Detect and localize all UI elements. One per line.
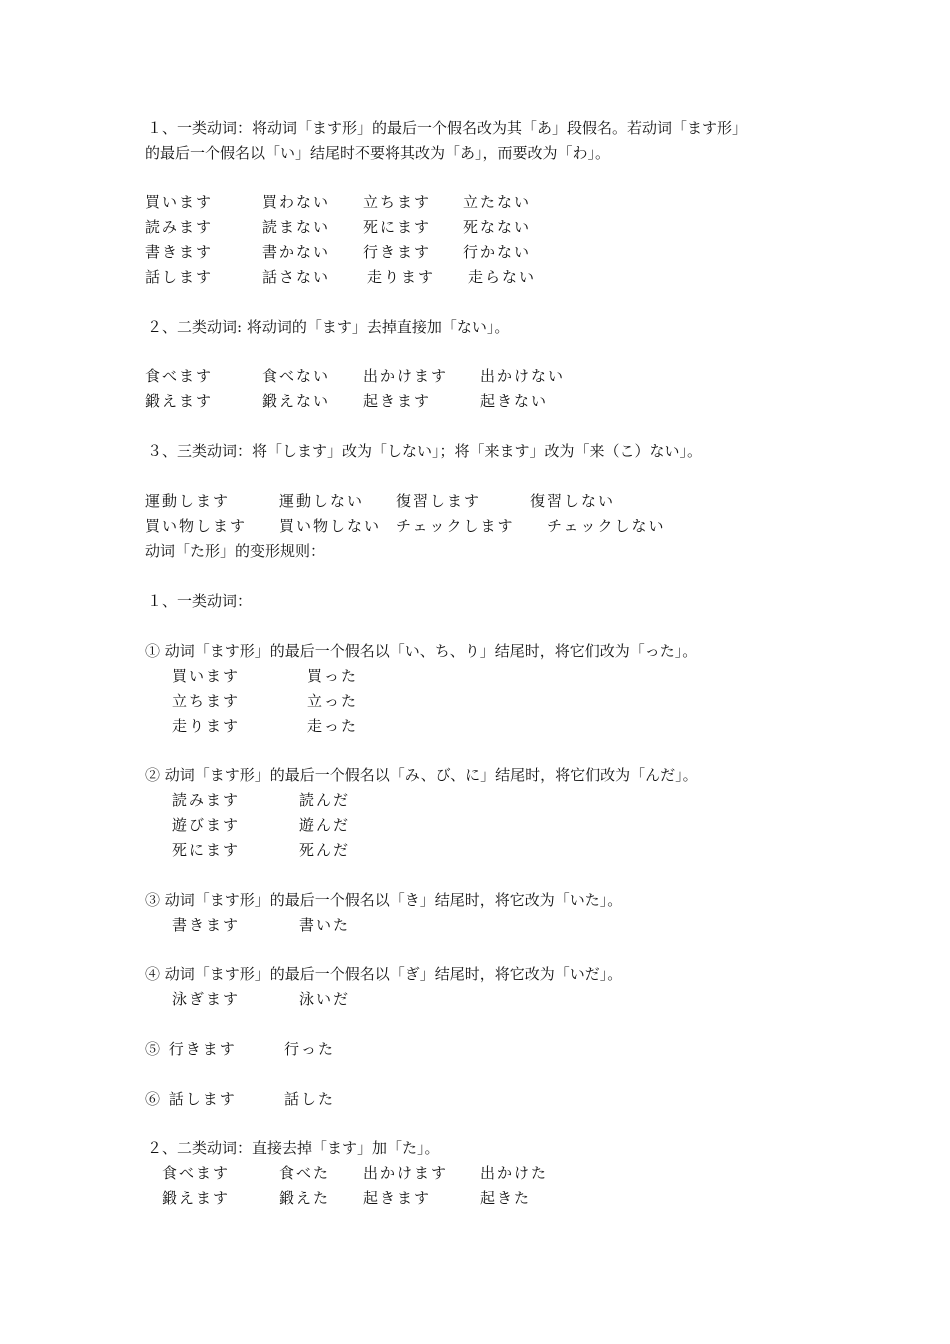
ta-rule4-title: ④ 动词「ます形」的最后一个假名以「ぎ」结尾时，将它改为「いだ」。: [145, 965, 623, 983]
table-cell: 死んだ: [299, 841, 351, 859]
table-cell: 買います: [172, 667, 241, 685]
table-cell: 行かない: [463, 243, 532, 261]
ta-rule1-title: ① 动词「ます形」的最后一个假名以「い、ち、り」结尾时，将它们改为「った」。: [145, 642, 698, 660]
table-cell: 話します: [145, 268, 214, 286]
table-cell: 起きない: [480, 392, 549, 410]
table-cell: 鍛えます: [162, 1189, 231, 1207]
table-cell: 遊びます: [172, 816, 241, 834]
table-cell: 泳ぎます: [172, 990, 241, 1008]
table-cell: 買い物しない: [279, 517, 382, 535]
table-cell: 出かけない: [480, 367, 566, 385]
ta-rule5-verb: ⑤ 行きます: [145, 1040, 237, 1058]
table-cell: 書いた: [299, 916, 351, 934]
table-cell: 書きます: [172, 916, 241, 934]
table-cell: 買います: [145, 193, 214, 211]
ta-rule5-result: 行った: [284, 1040, 336, 1058]
table-cell: 復習しない: [530, 492, 616, 510]
table-cell: 買い物します: [145, 517, 248, 535]
table-cell: 走ります: [172, 717, 241, 735]
table-cell: 起きた: [480, 1189, 532, 1207]
rule1-line1: １、一类动词：将动词「ます形」的最后一个假名改为其「あ」段假名。若动词「ます形」: [147, 119, 748, 137]
table-cell: 食べない: [262, 367, 331, 385]
table-cell: 書きます: [145, 243, 214, 261]
table-cell: 走ります: [367, 268, 436, 286]
ta-sub1: １、一类动词：: [147, 592, 253, 610]
table-cell: 立ちます: [363, 193, 432, 211]
table-cell: 食べます: [162, 1164, 231, 1182]
ta-heading: 动词「た形」的变形规则：: [145, 542, 326, 560]
table-cell: 起きます: [363, 1189, 432, 1207]
table-cell: 遊んだ: [299, 816, 351, 834]
ta-rule2-title: ② 动词「ます形」的最后一个假名以「み、び、に」结尾时，将它们改为「んだ」。: [145, 766, 698, 784]
table-cell: 立ちます: [172, 692, 241, 710]
table-cell: 走った: [307, 717, 359, 735]
table-cell: 食べた: [279, 1164, 331, 1182]
table-cell: チェックします: [396, 517, 515, 535]
table-cell: 走らない: [468, 268, 537, 286]
table-cell: 読んだ: [299, 791, 351, 809]
rule1-line2: 的最后一个假名以「い」结尾时不要将其改为「あ」，而要改为「わ」。: [145, 144, 611, 162]
ta-rule3-title: ③ 动词「ます形」的最后一个假名以「き」结尾时，将它改为「いた」。: [145, 891, 623, 909]
table-cell: 泳いだ: [299, 990, 351, 1008]
table-cell: 立たない: [463, 193, 532, 211]
table-cell: 鍛えます: [145, 392, 214, 410]
table-cell: 死にます: [172, 841, 241, 859]
table-cell: 復習します: [396, 492, 482, 510]
table-cell: 立った: [307, 692, 359, 710]
table-cell: 出かけます: [363, 367, 449, 385]
table-cell: 死なない: [463, 218, 532, 236]
table-cell: チェックしない: [547, 517, 666, 535]
ta-sub2: ２、二类动词：直接去掉「ます」加「た」。: [147, 1139, 440, 1157]
table-cell: 起きます: [363, 392, 432, 410]
table-cell: 出かけた: [480, 1164, 549, 1182]
ta-rule6-result: 話した: [284, 1090, 336, 1108]
table-cell: 買わない: [262, 193, 331, 211]
table-cell: 運動しない: [279, 492, 365, 510]
table-cell: 運動します: [145, 492, 231, 510]
table-cell: 読まない: [262, 218, 331, 236]
table-cell: 読みます: [145, 218, 214, 236]
table-cell: 書かない: [262, 243, 331, 261]
table-cell: 読みます: [172, 791, 241, 809]
ta-rule6-verb: ⑥ 話します: [145, 1090, 237, 1108]
rule2-text: ２、二类动词: 将动词的「ます」去掉直接加「ない」。: [147, 318, 510, 336]
table-cell: 食べます: [145, 367, 214, 385]
table-cell: 鍛えた: [279, 1189, 331, 1207]
table-cell: 行きます: [363, 243, 432, 261]
table-cell: 死にます: [363, 218, 432, 236]
table-cell: 買った: [307, 667, 359, 685]
table-cell: 出かけます: [363, 1164, 449, 1182]
rule3-text: ３、三类动词：将「します」改为「しない」；将「来ます」改为「来（こ）ない」。: [147, 442, 703, 460]
table-cell: 鍛えない: [262, 392, 331, 410]
table-cell: 話さない: [262, 268, 331, 286]
